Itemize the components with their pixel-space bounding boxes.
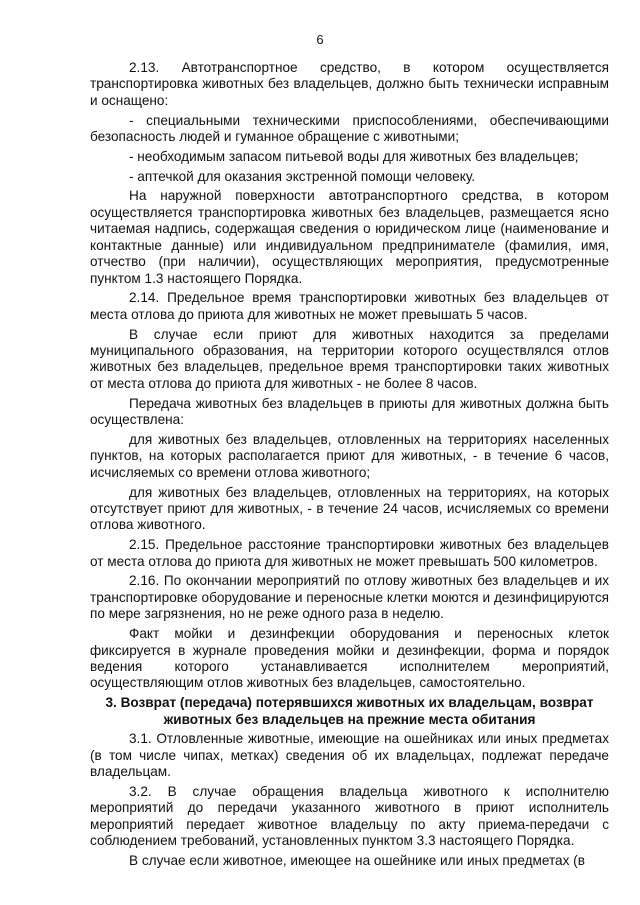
paragraph-continued: В случае если животное, имеющее на ошейнике или иных предметах (в [129,853,585,869]
paragraph-shelter-outside-municipality: В случае если приют для животных находится за пределами муниципального образования, на территории которого осуществлялся отлов животных без владельцев, предельное время транспортировки таких животных от места отлова до приюта для животных - не более 8 часов. [90,326,609,391]
list-item-first-aid-kit: - аптечкой для оказания экстренной помощи человеку. [129,168,476,184]
list-item-special-devices: - специальными техническими приспособлениями, обеспечивающими безопасность людей и гуманное обращение с животными; [90,112,609,145]
paragraph-2-15: 2.15. Предельное расстояние транспортировки животных без владельцев от места отлова до приюта для животных не может превышать 500 километров. [90,537,609,569]
paragraph-transfer-24-hours: для животных без владельцев, отловленных на территориях, на которых отсутствует приют для животных, - в течение 24 часов, исчисляемых со времени отлова животного. [90,484,609,533]
paragraph-transfer-6-hours: для животных без владельцев, отловленных на территориях населенных пунктов, на которых располагается приют для животных, - в течение 6 часов, исчисляемых со времени отлова животного; [90,431,609,480]
paragraph-3-1: 3.1. Отловленные животные, имеющие на ошейниках или иных предметах (в том числе чипах, метках) сведения об их владельцах, подлежат передаче владельцам. [90,731,609,780]
list-item-drinking-water: - необходимым запасом питьевой воды для животных без владельцев; [129,148,579,164]
paragraph-vehicle-inscription: На наружной поверхности автотранспортного средства, в котором осуществляется транспортировка животных без владельцев, размещается ясно читаемая надпись, содержащая сведения о юридическом лице (наименование и контактные данные) или индивидуальном предпринимателе (фамилия, имя, отчество (при наличии), осуществляющих мероприятия, предусмотренные пунктом 1.3 настоящего Порядка. [90,188,609,286]
paragraph-3-2: 3.2. В случае обращения владельца животного к исполнителю мероприятий до передачи указанного животного в приют исполнитель мероприятий передает животное владельцу по акту приема-передачи с соблюдением требований, установленных пунктом 3.3 настоящего Порядка. [90,784,609,849]
page-number: 6 [316,32,324,47]
section-3-heading: 3. Возврат (передача) потерявшихся животных их владельцам, возврат животных без владельцев на прежние места обитания [105,695,594,727]
paragraph-transfer-to-shelters: Передача животных без владельцев в приюты для животных должна быть осуществлена: [90,395,609,428]
paragraph-2-13: 2.13. Автотранспортное средство, в котором осуществляется транспортировка животных без владельцев, должно быть технически исправным и оснащено: [90,60,609,108]
paragraph-2-16: 2.16. По окончании мероприятий по отлову животных без владельцев и их транспортировке оборудование и переносные клетки моются и дезинфицируются по мере загрязнения, но не реже одного раза в неделю. [90,573,609,622]
paragraph-disinfection-log: Факт мойки и дезинфекции оборудования и переносных клеток фиксируется в журнале проведения мойки и дезинфекции, форма и порядок ведения которого устанавливается исполнителем мероприятий, осуществляющим отлов животных без владельцев, самостоятельно. [90,626,609,691]
paragraph-2-14: 2.14. Предельное время транспортировки животных без владельцев от места отлова до приюта для животных не может превышать 5 часов. [90,290,609,322]
document-body [90,60,609,873]
